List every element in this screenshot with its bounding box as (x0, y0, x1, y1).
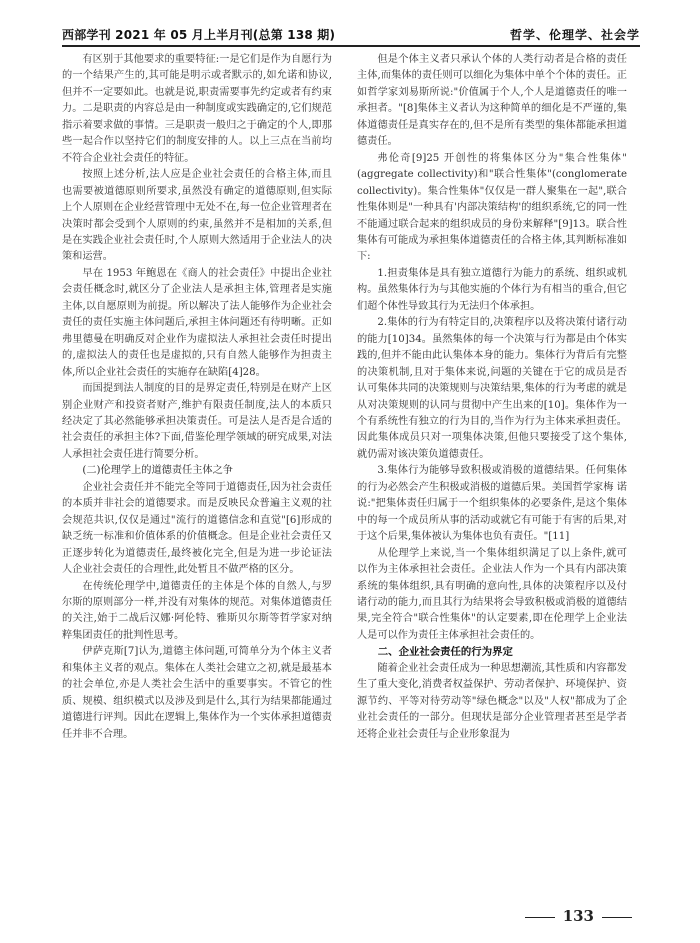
page-footer (517, 907, 640, 925)
paragraph: 但是个体主义者只承认个体的人类行动者是合格的责任主体,而集体的责任则可以细化为集体中单个个体的责任。正如哲学家刘易斯所说:"价值属于个人,个人是道德责任的唯一承担者。"[8]集体主义者认为这种简单的细化是不严谨的,集体道德责任是真实存在的,但不是所有类型的集体都能承担道德责任。 (357, 54, 627, 148)
paragraph: 有区别于其他要求的重要特征:一是它们是作为自愿行为的一个结果产生的,其可能是明示或者默示的,如允诺和协议,但并不一定要如此。也就是说,职责需要事先约定或者有约束力。二是职责的内容总是由一种制度或实践确定的,它们规范指示着要求做的事情。三是职责一般归之于确定的个人,即那些一起合作以坚持它们的制度安排的人。以上三点在当前均不符合企业社会责任的特征。 (62, 54, 332, 164)
paragraph: 2.集体的行为有特定目的,决策程序以及将决策付诸行动的能力[10]34。虽然集体的每一个决策与行为都是由个体实践的,但并不能由此认集体本身的能力。集体行为背后有完整的决策机制,且对于集体来说,问题的关键在于它的成员是否认可集体共同的决策规则与决策结果,集体的行为考虑的就是从对决策规则的认同与贯彻中产生出来的[10]。集体作为一个有系统性有独立的行为目的,当作为行为主体来承担责任。因此集体成员只对一项集体决策,但他只要接受了这个集体,就仍需对该决策负道德责任。 (357, 317, 627, 460)
section-title: 哲学、伦理学、社会学 (509, 28, 640, 42)
running-header (62, 20, 640, 46)
paragraph: 伊萨克斯[7]认为,道德主体问题,可简单分为个体主义者和集体主义者的观点。集体在人类社会建立之初,就是最基本的社会单位,亦是人类社会生活中的重要事实。不管它的性质、规模、组织模式以及涉及到是什么,其行为结果都能通过道德进行评判。因此在逻辑上,集体作为一个实体承担道德责任并非不合理。 (62, 646, 332, 740)
footer-dash-right (602, 917, 632, 918)
header-rule (62, 45, 640, 47)
paragraph: 从伦理学上来说,当一个集体组织满足了以上条件,就可以作为主体承担社会责任。企业法人作为一个具有内部决策系统的集体组织,具有明确的意向性,具体的决策程序以及付诸行动的能力,而且其行为结果将会导致积极或消极的道德结果,完全符合"联合性集体"的认定要素,即在伦理学上企业法人是可以作为责任主体承担社会责任的。 (357, 547, 627, 641)
paragraph: 随着企业社会责任成为一种思想潮流,其性质和内容都发生了重大变化,消费者权益保护、劳动者保护、环境保护、资源节约、平等对待劳动等"绿色概念"以及"人权"都成为了企业社会责任的一部分。但现状是部分企业管理者甚至是学者还将企业社会责任与企业形象混为 (357, 662, 627, 740)
section-heading: 二、企业社会责任的行为界定 (377, 646, 513, 659)
paragraph: 在传统伦理学中,道德责任的主体是个体的自然人,与罗尔斯的原则部分一样,并没有对集体的规范。对集体道德责任的关注,始于二战后汉娜·阿伦特、雅斯贝尔斯等哲学家对纳粹集团责任的批判性思考。 (62, 580, 332, 641)
paragraph: 而国提到法人制度的目的是界定责任,特别是在财产上区别企业财产和投资者财产,维护有限责任制度,法人的本质只经决定了其必然能够承担决策责任。可是法人是否是合适的社会责任的承担主体?下面,借鉴伦理学领域的研究成果,对法人承担社会责任进行简要分析。 (62, 383, 332, 460)
paragraph: 按照上述分析,法人应是企业社会责任的合格主体,而且也需要被道德原则所要求,虽然没有确定的道德原则,但实际上个人原则在企业经营管理中无处不在,每一位企业管理者在决策时都会受到个人原则的约束,虽然并不是相加的关系,但是在实践企业社会责任时,个人原则大然适用于企业法人的决策和运营。 (62, 169, 332, 263)
page-number: 133 (562, 907, 594, 925)
paragraph: 1.担责集体是具有独立道德行为能力的系统、组织或机构。虽然集体行为与其他实施的个体行为有相当的重合,但它们超个体性导致其行为无法归个体承担。 (357, 267, 627, 312)
paragraph: 弗伦奇[9]25 开创性的将集体区分为"集合性集体"(aggregate collectivity)和"联合性集体"(conglomerate collectivity)。集合性集体"仅仅是一群人聚集在一起",联合性集体则是"一种具有'内部决策结构'的组织系统,它的同一性不能通过联合起来的组织成员的身份来解释"[9]13。联合性集体有可能成为承担集体道德责任的合格主体,其判断标准如下: (357, 152, 627, 263)
paragraph: 企业社会责任并不能完全等同于道德责任,因为社会责任的本质并非社会的道德要求。而是反映民众普遍主义观的社会规范共识,仅仅是通过"流行的道德信念和直觉"[6]形成的缺乏统一标准和价值体系的价值概念。但是企业社会责任又正逐步转化为道德责任,最终被化完全,但是为进一步论证法人企业社会责任的合理性,此处暂且不做严格的区分。 (62, 481, 332, 576)
paragraph: 早在 1953 年鲍恩在《商人的社会责任》中提出企业社会责任概念时,就区分了企业法人是承担主体,管理者是实施主体,以自愿原则为前提。所以解决了法人能够作为企业社会责任的责任实施主体问题后,承担主体问题还有待明晰。正如弗里德曼在明确反对企业作为虚拟法人承担社会责任时提出的,虚拟法人的责任也是虚拟的,只有自然人能够作为担责主体,所以企业社会责任的实施存在缺陷[4]28。 (62, 267, 332, 378)
right-column (357, 52, 627, 743)
journal-title: 西部学刊 2021 年 05 月上半月刊(总第 138 期) (62, 28, 336, 42)
footer-dash-left (525, 917, 555, 918)
left-column (62, 52, 332, 743)
paragraph: 3.集体行为能够导致积极或消极的道德结果。任何集体的行为必然会产生积极或消极的道德后果。美国哲学家梅 诺说:"把集体责任归属于一个组织集体的必要条件,是这个集体中的每一个成员所从事的活动或就它有可能于有害的后果,对于这个后果,集体被认为集体也负有责任。"[11] (357, 465, 627, 543)
subsection-heading: (二)伦理学上的道德责任主体之争 (82, 465, 233, 477)
